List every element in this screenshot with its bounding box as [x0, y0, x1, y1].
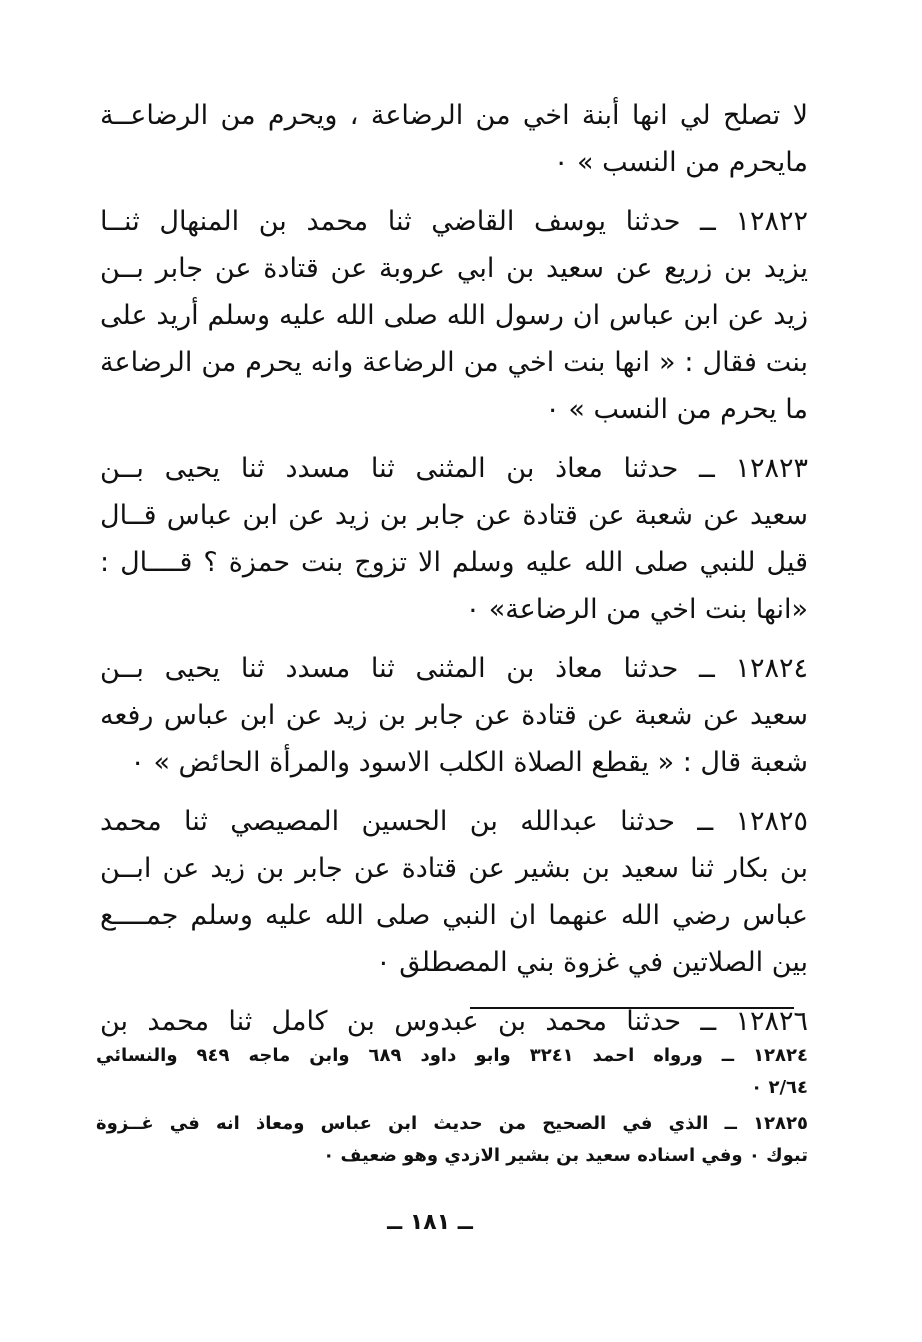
paragraph	[100, 445, 808, 633]
text-line: ١٢٨٢٤ ــ حدثنا معاذ بن المثنى ثنا مسدد ثنا يحيى بــن	[100, 653, 808, 684]
text-line: ١٢٨٢٥ ــ حدثنا عبدالله بن الحسين المصيصي ثنا محمد	[100, 806, 808, 837]
text-line: يزيد بن زريع عن سعيد بن ابي عروبة عن قتادة عن جابر بــن	[100, 253, 808, 284]
text-line: سعيد عن شعبة عن قتادة عن جابر بن زيد عن ابن عباس رفعه	[100, 700, 808, 731]
footnote-line: تبوك ٠ وفي اسناده سعيد بن بشير الازدي وهو ضعيف ٠	[323, 1145, 808, 1166]
text-line: عباس رضي الله عنهما ان النبي صلى الله عليه وسلم جمــــع	[100, 900, 808, 931]
text-line: بن بكار ثنا سعيد بن بشير عن قتادة عن جابر بن زيد عن ابــن	[100, 853, 808, 884]
footnote	[96, 1108, 808, 1172]
footnote-line: ٢/٦٤ ٠	[751, 1077, 808, 1098]
text-line: بنت فقال : « انها بنت اخي من الرضاعة وانه يحرم من الرضاعة	[100, 347, 808, 378]
main-text	[100, 92, 808, 1057]
paragraph	[100, 198, 808, 433]
text-line: شعبة قال : « يقطع الصلاة الكلب الاسود والمرأة الحائض » ٠	[130, 747, 808, 778]
paragraph	[100, 798, 808, 986]
footnote-divider	[470, 1007, 794, 1009]
text-line: مايحرم من النسب » ٠	[553, 147, 808, 178]
paragraph	[100, 92, 808, 186]
page-number: ــ ١٨١ ــ	[387, 1210, 473, 1235]
text-line: «انها بنت اخي من الرضاعة» ٠	[465, 594, 808, 625]
paragraph	[100, 645, 808, 786]
text-line: ١٢٨٢٣ ــ حدثنا معاذ بن المثنى ثنا مسدد ثنا يحيى بــن	[100, 453, 808, 484]
text-line: ما يحرم من النسب » ٠	[545, 394, 808, 425]
footnote-line: ١٢٨٢٤ ــ ورواه احمد ٣٢٤١ وابو داود ٦٨٩ وابن ماجه ٩٤٩ والنسائي	[96, 1045, 808, 1066]
text-line: لا تصلح لي انها أبنة اخي من الرضاعة ، ويحرم من الرضاعــة	[100, 100, 808, 131]
text-line: ١٢٨٢٦ ــ حدثنا محمد بن عبدوس بن كامل ثنا محمد بن	[100, 1006, 808, 1037]
footnote	[96, 1040, 808, 1104]
text-line: سعيد عن شعبة عن قتادة عن جابر بن زيد عن ابن عباس قــال	[100, 500, 808, 531]
text-line: زيد عن ابن عباس ان رسول الله صلى الله عليه وسلم أريد على	[100, 300, 808, 331]
footnote-line: ١٢٨٢٥ ــ الذي في الصحيح من حديث ابن عباس ومعاذ انه في غــزوة	[96, 1113, 808, 1134]
text-line: بين الصلاتين في غزوة بني المصطلق ٠	[376, 947, 808, 978]
text-line: قيل للنبي صلى الله عليه وسلم الا تزوج بنت حمزة ؟ قــــال :	[100, 547, 808, 578]
footnotes	[96, 1040, 808, 1176]
text-line: ١٢٨٢٢ ــ حدثنا يوسف القاضي ثنا محمد بن المنهال ثنــا	[100, 206, 808, 237]
paragraph	[100, 998, 808, 1045]
